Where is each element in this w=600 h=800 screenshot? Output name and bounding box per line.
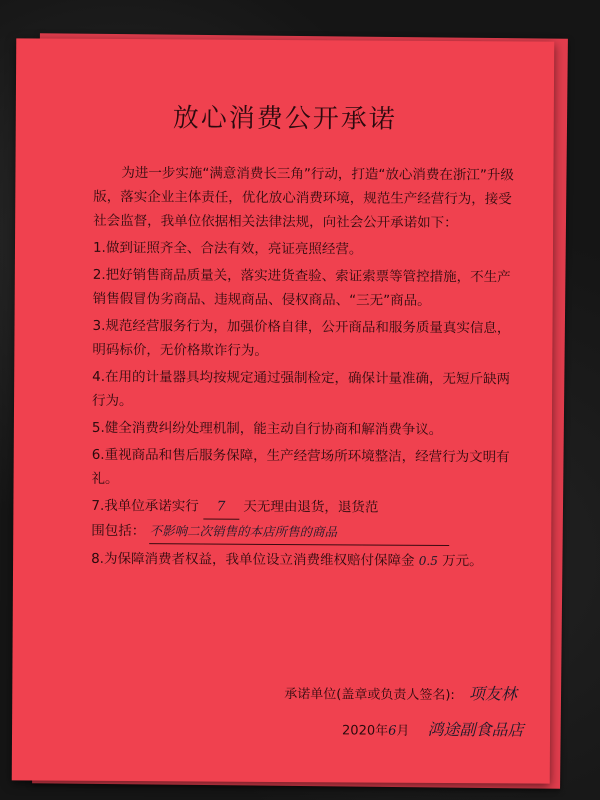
commitment-item-5: 5.健全消费纠纷处理机制，能主动自行协商和解消费争议。: [91, 419, 443, 438]
commitment-document: [12, 38, 555, 783]
return-range-handwritten: 不影响二次销售的本店所售的商品: [149, 519, 449, 546]
item8-prefix: 8.为保障消费者权益，我单位设立消费维权赔付保障金: [91, 550, 415, 569]
intro-paragraph: 为进一步实施“满意消费长三角”行动，打造“放心消费在浙江”升级版，落实企业主体责任，优化放心消费环境，规范生产经营行为，接受社会监督，我单位依据相关法律法规，向社会公开承诺如下：: [93, 165, 514, 232]
commitment-item-2: 2.把好销售商品质量关，落实进货查验、索证索票等管控措施，不生产销售假冒伪劣商品、违规商品、侵权商品、“三无”商品。: [92, 266, 511, 309]
document-body: [91, 161, 516, 577]
item7-suffix: 天无理由退货，退货范: [243, 498, 379, 516]
commitment-item-3: 3.规范经营服务行为，加强价格自律，公开商品和服务质量真实信息，明码标价，无价格欺诈行为。: [92, 317, 511, 359]
commitment-item-6: 6.重视商品和售后服务保障，生产经营场所环境整洁，经营行为文明有礼。: [91, 446, 510, 487]
item7-range-label: 围包括：: [91, 522, 146, 540]
return-days-handwritten: 7: [203, 495, 239, 520]
commitment-item-7: [91, 494, 513, 547]
signature-label: 承诺单位(盖章或负责人签名):: [284, 687, 455, 704]
shop-name-handwritten: 鸿途副食品店: [427, 719, 524, 740]
commitment-item-4: 4.在用的计量器具均按规定通过强制检定，确保计量准确，无短斤缺两行为。: [92, 368, 511, 410]
document-title: 放心消费公开承诺: [172, 103, 397, 135]
signature-line: [284, 680, 517, 704]
signer-name-handwritten: 项友林: [468, 684, 518, 704]
item7-prefix: 7.我单位承诺实行: [91, 497, 199, 515]
date-year: 2020年: [342, 723, 389, 739]
date-month-suffix: 月: [396, 723, 410, 739]
item8-suffix: 万元。: [442, 552, 483, 570]
guarantee-amount-handwritten: 0.5: [418, 553, 438, 568]
date-month-handwritten: 6: [388, 723, 397, 739]
commitment-item-8: [91, 547, 513, 574]
date-shop-line: [342, 716, 524, 740]
commitment-item-1: 1.做到证照齐全、合法有效，亮证亮照经营。: [92, 239, 363, 258]
